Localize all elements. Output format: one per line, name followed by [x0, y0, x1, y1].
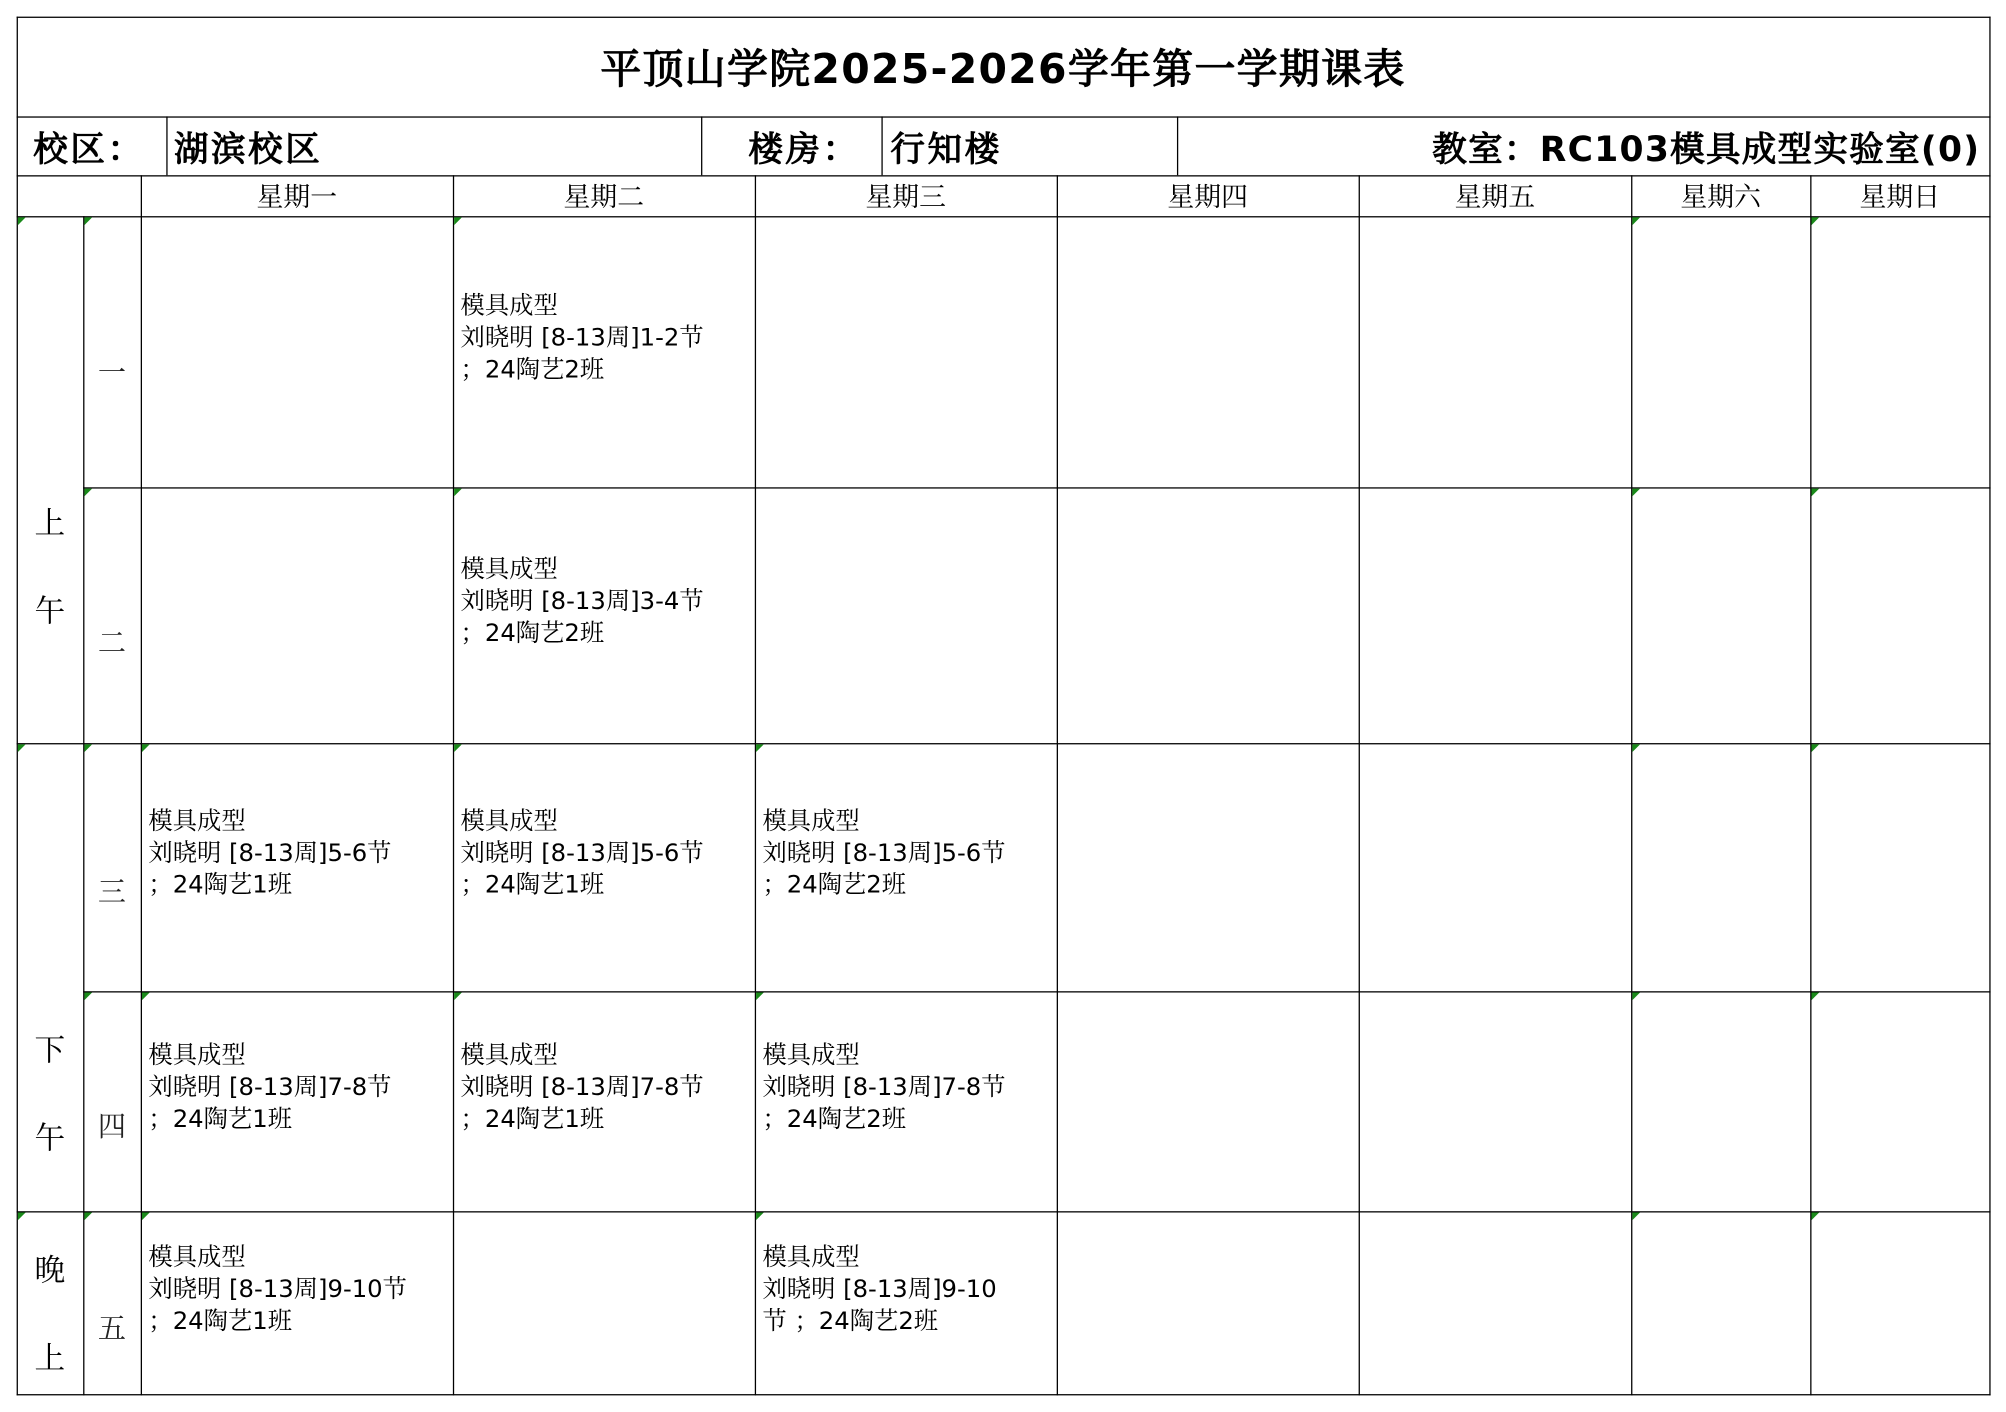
- block-morning-char-2: 午: [34, 593, 66, 630]
- cell-marker-icon: [454, 217, 462, 225]
- day-header-fri: 星期五: [1454, 181, 1536, 213]
- day-header-sat: 星期六: [1680, 181, 1761, 213]
- cell-marker-icon: [1632, 489, 1640, 497]
- period-label-2: 二: [97, 627, 127, 660]
- campus-value: 湖滨校区: [173, 129, 323, 170]
- cell-marker-icon: [18, 1212, 26, 1220]
- block-afternoon-char-2: 午: [34, 1120, 66, 1157]
- cell-marker-icon: [84, 489, 92, 497]
- cell-marker-icon: [84, 217, 92, 225]
- page-title: 平顶山学院2025-2026学年第一学期课表: [600, 44, 1406, 94]
- cell-marker-icon: [454, 993, 462, 1001]
- period-label-3: 三: [97, 876, 127, 909]
- room-label: 教室：RC103模具成型实验室(0): [1432, 129, 1981, 170]
- cell-marker-icon: [756, 744, 764, 752]
- period-label-1: 一: [97, 357, 127, 390]
- block-afternoon-char-1: 下: [34, 1032, 66, 1068]
- building-label: 楼房：: [748, 129, 860, 170]
- building-value: 行知楼: [890, 129, 1002, 170]
- cell-marker-icon: [84, 744, 92, 752]
- cell-marker-icon: [1632, 217, 1640, 225]
- cell-marker-icon: [142, 1212, 150, 1220]
- day-header-tue: 星期二: [563, 181, 645, 213]
- cell-marker-icon: [454, 489, 462, 497]
- cell-marker-icon: [1811, 489, 1819, 497]
- course-cell-p1-tue: 模具成型 刘晓明 [8-13周]1-2节 ；24陶艺2班: [460, 291, 704, 384]
- cell-marker-icon: [142, 993, 150, 1001]
- course-cell-p4-mon: 模具成型 刘晓明 [8-13周]7-8节 ；24陶艺1班: [148, 1041, 392, 1134]
- cell-marker-icon: [1811, 217, 1819, 225]
- cell-marker-icon: [1811, 993, 1819, 1001]
- block-morning: [17, 487, 84, 640]
- cell-marker-icon: [1632, 744, 1640, 752]
- period-label-5: 五: [97, 1312, 127, 1345]
- block-evening-char-2: 上: [34, 1340, 66, 1377]
- day-header-sun: 星期日: [1859, 181, 1941, 213]
- cell-marker-icon: [84, 993, 92, 1001]
- campus-label: 校区：: [33, 129, 145, 170]
- day-header-wed: 星期三: [865, 181, 947, 213]
- course-cell-p4-tue: 模具成型 刘晓明 [8-13周]7-8节 ；24陶艺1班: [460, 1041, 704, 1134]
- course-cell-p5-mon: 模具成型 刘晓明 [8-13周]9-10节 ；24陶艺1班: [148, 1243, 407, 1336]
- course-cell-p3-tue: 模具成型 刘晓明 [8-13周]5-6节 ；24陶艺1班: [460, 807, 704, 900]
- block-evening: [17, 1228, 84, 1394]
- course-cell-p3-mon: 模具成型 刘晓明 [8-13周]5-6节 ；24陶艺1班: [148, 807, 392, 900]
- course-cell-p2-tue: 模具成型 刘晓明 [8-13周]3-4节 ；24陶艺2班: [460, 555, 704, 648]
- cell-marker-icon: [18, 744, 26, 752]
- cell-marker-icon: [142, 744, 150, 752]
- cell-marker-icon: [1632, 993, 1640, 1001]
- cell-marker-icon: [756, 1212, 764, 1220]
- block-afternoon: [17, 1014, 84, 1167]
- cell-marker-icon: [1632, 1212, 1640, 1220]
- day-header-mon: 星期一: [256, 181, 338, 213]
- cell-marker-icon: [756, 993, 764, 1001]
- cell-marker-icon: [1811, 744, 1819, 752]
- course-cell-p5-wed: 模具成型 刘晓明 [8-13周]9-10 节 ；24陶艺2班: [762, 1243, 997, 1336]
- cell-marker-icon: [84, 1212, 92, 1220]
- block-evening-char-1: 晚: [34, 1252, 66, 1288]
- period-label-4: 四: [97, 1110, 127, 1143]
- cell-marker-icon: [454, 744, 462, 752]
- day-header-thu: 星期四: [1167, 181, 1248, 213]
- cell-marker-icon: [1811, 1212, 1819, 1220]
- course-cell-p4-wed: 模具成型 刘晓明 [8-13周]7-8节 ；24陶艺2班: [762, 1041, 1006, 1134]
- course-cell-p3-wed: 模具成型 刘晓明 [8-13周]5-6节 ；24陶艺2班: [762, 807, 1006, 900]
- cell-marker-icon: [18, 217, 26, 225]
- block-morning-char-1: 上: [34, 505, 66, 542]
